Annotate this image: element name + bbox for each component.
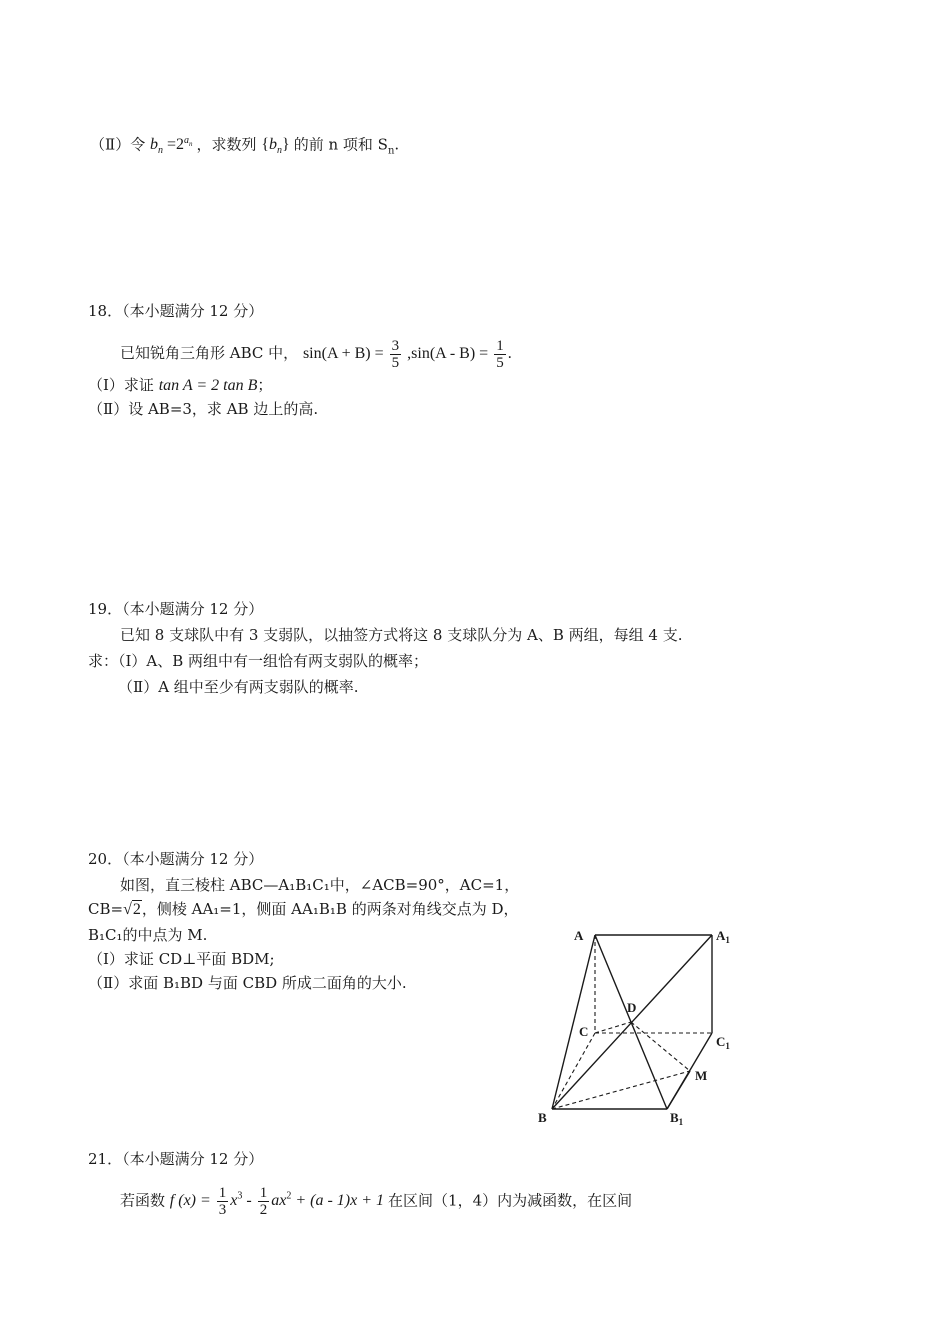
sqrt-2: √2 (123, 901, 141, 918)
q19-part2: （Ⅱ）A 组中至少有两支弱队的概率. (118, 678, 359, 696)
q19-header: 19．（本小题满分 12 分） (88, 600, 264, 618)
label-b: B (538, 1110, 547, 1125)
label-d: D (627, 1000, 637, 1015)
q18-header: 18．（本小题满分 12 分） (88, 302, 264, 320)
segment-d-m (631, 1022, 690, 1071)
q19-intro: 已知 8 支球队中有 3 支弱队，以抽签方式将这 8 支球队分为 A、B 两组，每组 4 支. (120, 626, 683, 644)
q20-line2: CB=√2，侧棱 AA₁=1，侧面 AA₁B₁B 的两条对角线交点为 D， (88, 898, 519, 921)
prism-figure (530, 920, 760, 1130)
label-c: C (579, 1024, 589, 1039)
q18-part1: （Ⅰ）求证 tan A = 2 tan B； (88, 376, 273, 394)
segment-c-d (595, 1022, 631, 1033)
fraction-3-5: $\frac{3}{5}$ (391, 337, 400, 371)
q21-intro: 若函数 f (x) = $\frac{1}{3}$ $x^3$ - $\frac{1}{2}$ $ax^2 + (a - 1)x + 1$ 在区间（1，4）内为减函数，在区间 (120, 1185, 633, 1219)
q18-part2: （Ⅱ）设 AB=3，求 AB 边上的高. (88, 400, 319, 418)
edge-b-a (552, 935, 595, 1109)
fraction-1-5: $\frac{1}{5}$ (496, 337, 504, 371)
q18-intro: 已知锐角三角形 ABC 中， sin(A + B) = $\frac{3}{5}$ ,sin(A - B) = $\frac{1}{5}$ . (120, 337, 512, 371)
label-a: A (574, 928, 584, 943)
bn-sequence: $\{b_n\}$ (261, 136, 290, 157)
q19-part1: 求：（Ⅰ）A、B 两组中有一组恰有两支弱队的概率； (88, 652, 429, 670)
q20-line3: B₁C₁的中点为 M. (88, 926, 208, 944)
q20-header: 20．（本小题满分 12 分） (88, 850, 264, 868)
q21-function: f (x) = $\frac{1}{3}$ $x^3$ - $\frac{1}{2}$ $ax^2 + (a - 1)x + 1$ (169, 1185, 385, 1219)
q20-part1: （Ⅰ）求证 CD⊥平面 BDM; (88, 950, 275, 968)
label-a1: $A_1$ (716, 928, 730, 945)
bn-formula: $b_n =2^{a_n}$ (149, 135, 193, 157)
label-c1: $C_1$ (716, 1034, 730, 1051)
diag-a1-b (552, 935, 712, 1109)
label-b1: $B_1$ (670, 1110, 684, 1127)
q21-header: 21．（本小题满分 12 分） (88, 1150, 264, 1168)
fraction-1-2: $\frac{1}{2}$ (259, 1185, 268, 1219)
edge-c-b (552, 1033, 595, 1109)
q17-part2: （Ⅱ）令 $b_n =2^{a_n}$ ，求数列 $\{b_n\}$ 的前 n 项和 $S_n$. (90, 135, 400, 157)
q18-condition: sin(A + B) = $\frac{3}{5}$ ,sin(A - B) = $\frac{1}{5}$ . (302, 337, 512, 371)
q20-part2: （Ⅱ）求面 B₁BD 与面 CBD 所成二面角的大小. (88, 974, 407, 992)
label-m: M (695, 1068, 708, 1083)
q20-line1: 如图，直三棱柱 ABC—A₁B₁C₁中，∠ACB=90°，AC=1， (120, 876, 520, 894)
segment-b-m (552, 1071, 690, 1109)
fraction-1-3: $\frac{1}{3}$ (218, 1185, 227, 1219)
